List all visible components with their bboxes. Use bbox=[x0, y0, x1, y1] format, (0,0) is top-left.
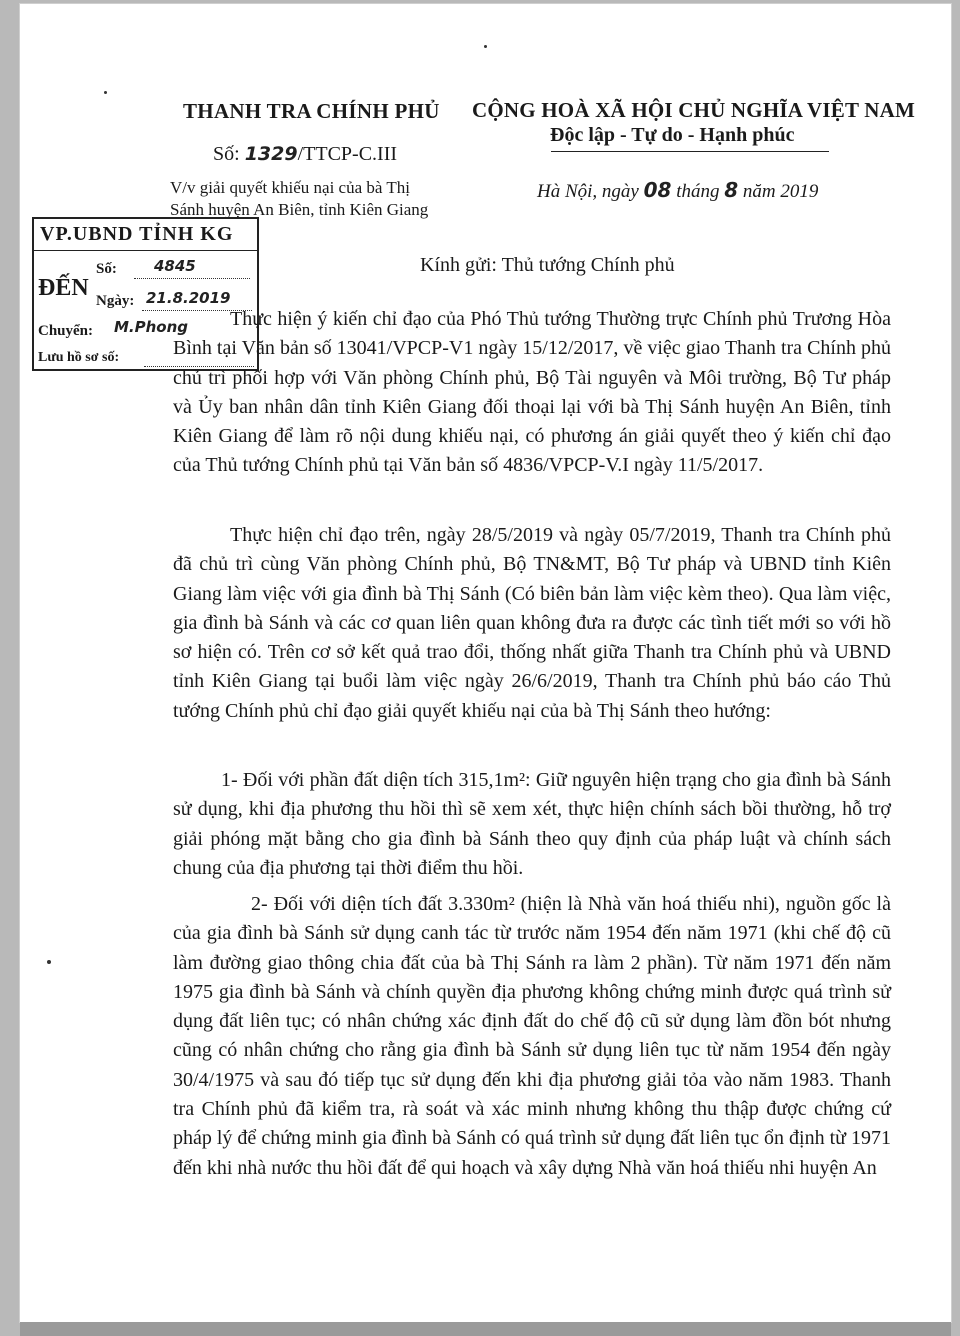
stamp-ngay-value: 21.8.2019 bbox=[146, 289, 231, 307]
subject bbox=[170, 177, 470, 221]
stamp-so-value: 4845 bbox=[154, 257, 196, 275]
paragraph-4: 2- Đối với diện tích đất 3.330m² (hiện là Nhà văn hoá thiếu nhi), nguồn gốc là của gia đình bà Sánh sử dụng canh tác từ trước năm 1954 đến năm 1971 (khi chế độ cũ làm đường giao thông chia đất của bà Thị Sánh ra làm 2 phần). Từ năm 1971 đến năm 1975 gia đình bà Sánh và chính quyền địa phương không chứng minh được quá trình sử dụng đất liên tục; có nhân chứng xác định đất do chế độ cũ sử dụng làm đồn bót nhưng cũng có nhân chứng cho rằng gia đình bà Sánh sử dụng liên tục từ năm 1954 đến ngày 30/4/1975 và sau đó tiếp tục sử dụng đến khi địa phương giải tỏa vào năm 1983. Thanh tra Chính phủ đã kiểm tra, rà soát và xác minh nhưng không thu thập được chứng cứ pháp lý để chứng minh gia đình bà Sánh có quá trình sử dụng đất liên tục ổn định từ 1971 đến khi nhà nước thu hồi đất để qui hoạch và xây dựng Nhà văn hoá thiếu nhi huyện An bbox=[173, 893, 891, 1179]
paragraph-1: Thực hiện ý kiến chỉ đạo của Phó Thủ tướng Thường trực Chính phủ Trương Hòa Bình tại Văn bản số 13041/VPCP-V1 ngày 15/12/2017, về việc giao Thanh tra Chính phủ chủ trì phối hợp với Văn phòng Chính phủ, Bộ Tài nguyên và Môi trường, Bộ Tư pháp và Ủy ban nhân dân tỉnh Kiên Giang đối thoại lại với bà Thị Sánh huyện An Biên, tỉnh Kiên Giang để làm rõ nội dung khiếu nại, có phương án giải quyết theo ý kiến chỉ đạo của Thủ tướng Chính phủ tại Văn bản số 4836/VPCP-V.I ngày 11/5/2017. bbox=[173, 308, 891, 477]
stamp-chuyen-label: Chuyển: bbox=[38, 323, 94, 339]
scan-speck bbox=[104, 91, 107, 94]
stamp-luu-label: Lưu hồ sơ số: bbox=[38, 350, 120, 365]
date-prefix: Hà Nội, ngày bbox=[537, 181, 639, 202]
date-day: 08 bbox=[643, 178, 672, 202]
subject-line-1: V/v giải quyết khiếu nại của bà Thị bbox=[170, 178, 410, 197]
subject-line-2: Sánh huyện An Biên, tỉnh Kiên Giang bbox=[170, 200, 429, 219]
issuing-agency: THANH TRA CHÍNH PHỦ bbox=[183, 99, 440, 123]
scan-speck bbox=[484, 45, 487, 48]
recipient: Kính gửi: Thủ tướng Chính phủ bbox=[420, 254, 675, 276]
date-mid: tháng bbox=[676, 181, 720, 202]
stamp-so-label: Số: bbox=[96, 261, 117, 277]
number-handwritten: 1329 bbox=[244, 143, 298, 165]
stamp-title: VP.UBND TỈNH KG bbox=[40, 223, 234, 245]
stamp-divider bbox=[34, 250, 257, 251]
motto-underline bbox=[551, 151, 829, 152]
paragraph-2: Thực hiện chỉ đạo trên, ngày 28/5/2019 và ngày 05/7/2019, Thanh tra Chính phủ đã chủ trì cùng Văn phòng Chính phủ, Bộ TN&MT, Bộ Tư pháp và UBND tỉnh Kiên Giang làm việc với gia đình bà Thị Sánh (Có biên bản làm việc kèm theo). Qua làm việc, gia đình bà Sánh và các cơ quan liên quan không đưa ra được các tình tiết mới so với hồ sơ hiện có. Trên cơ sở kết quả trao đổi, thống nhất giữa Thanh tra Chính phủ và UBND tỉnh Kiên Giang tại buổi làm việc ngày 26/6/2019, Thanh tra Chính phủ báo cáo Thủ tướng Chính phủ chỉ đạo giải quyết khiếu nại của bà Thị Sánh theo hướng: bbox=[173, 524, 891, 722]
number-suffix: /TTCP-C.III bbox=[297, 143, 398, 165]
stamp-chuyen-value: M.Phong bbox=[114, 318, 189, 336]
stamp-ngay-label: Ngày: bbox=[96, 293, 135, 309]
document-page bbox=[20, 4, 951, 1322]
national-title: CỘNG HOÀ XÃ HỘI CHỦ NGHĨA VIỆT NAM bbox=[472, 98, 915, 122]
scan-speck bbox=[47, 960, 51, 964]
national-motto: Độc lập - Tự do - Hạnh phúc bbox=[550, 124, 795, 146]
date-suffix: năm 2019 bbox=[742, 181, 819, 202]
paragraph-3: 1- Đối với phần đất diện tích 315,1m²: Giữ nguyên hiện trạng cho gia đình bà Sánh sử dụng, khi địa phương thu hồi thì sẽ xem xét, thực hiện chính sách bồi thường, hỗ trợ giải phóng mặt bằng cho gia đình bà Sánh theo quy định của pháp luật và chính sách chung của địa phương tại thời điểm thu hồi. bbox=[173, 769, 891, 879]
stamp-so-dots bbox=[134, 277, 250, 279]
document-number bbox=[213, 143, 397, 166]
number-prefix: Số: bbox=[213, 143, 240, 165]
stamp-den: ĐẾN bbox=[38, 275, 89, 301]
date-month: 8 bbox=[724, 178, 739, 202]
issue-date bbox=[537, 178, 818, 203]
